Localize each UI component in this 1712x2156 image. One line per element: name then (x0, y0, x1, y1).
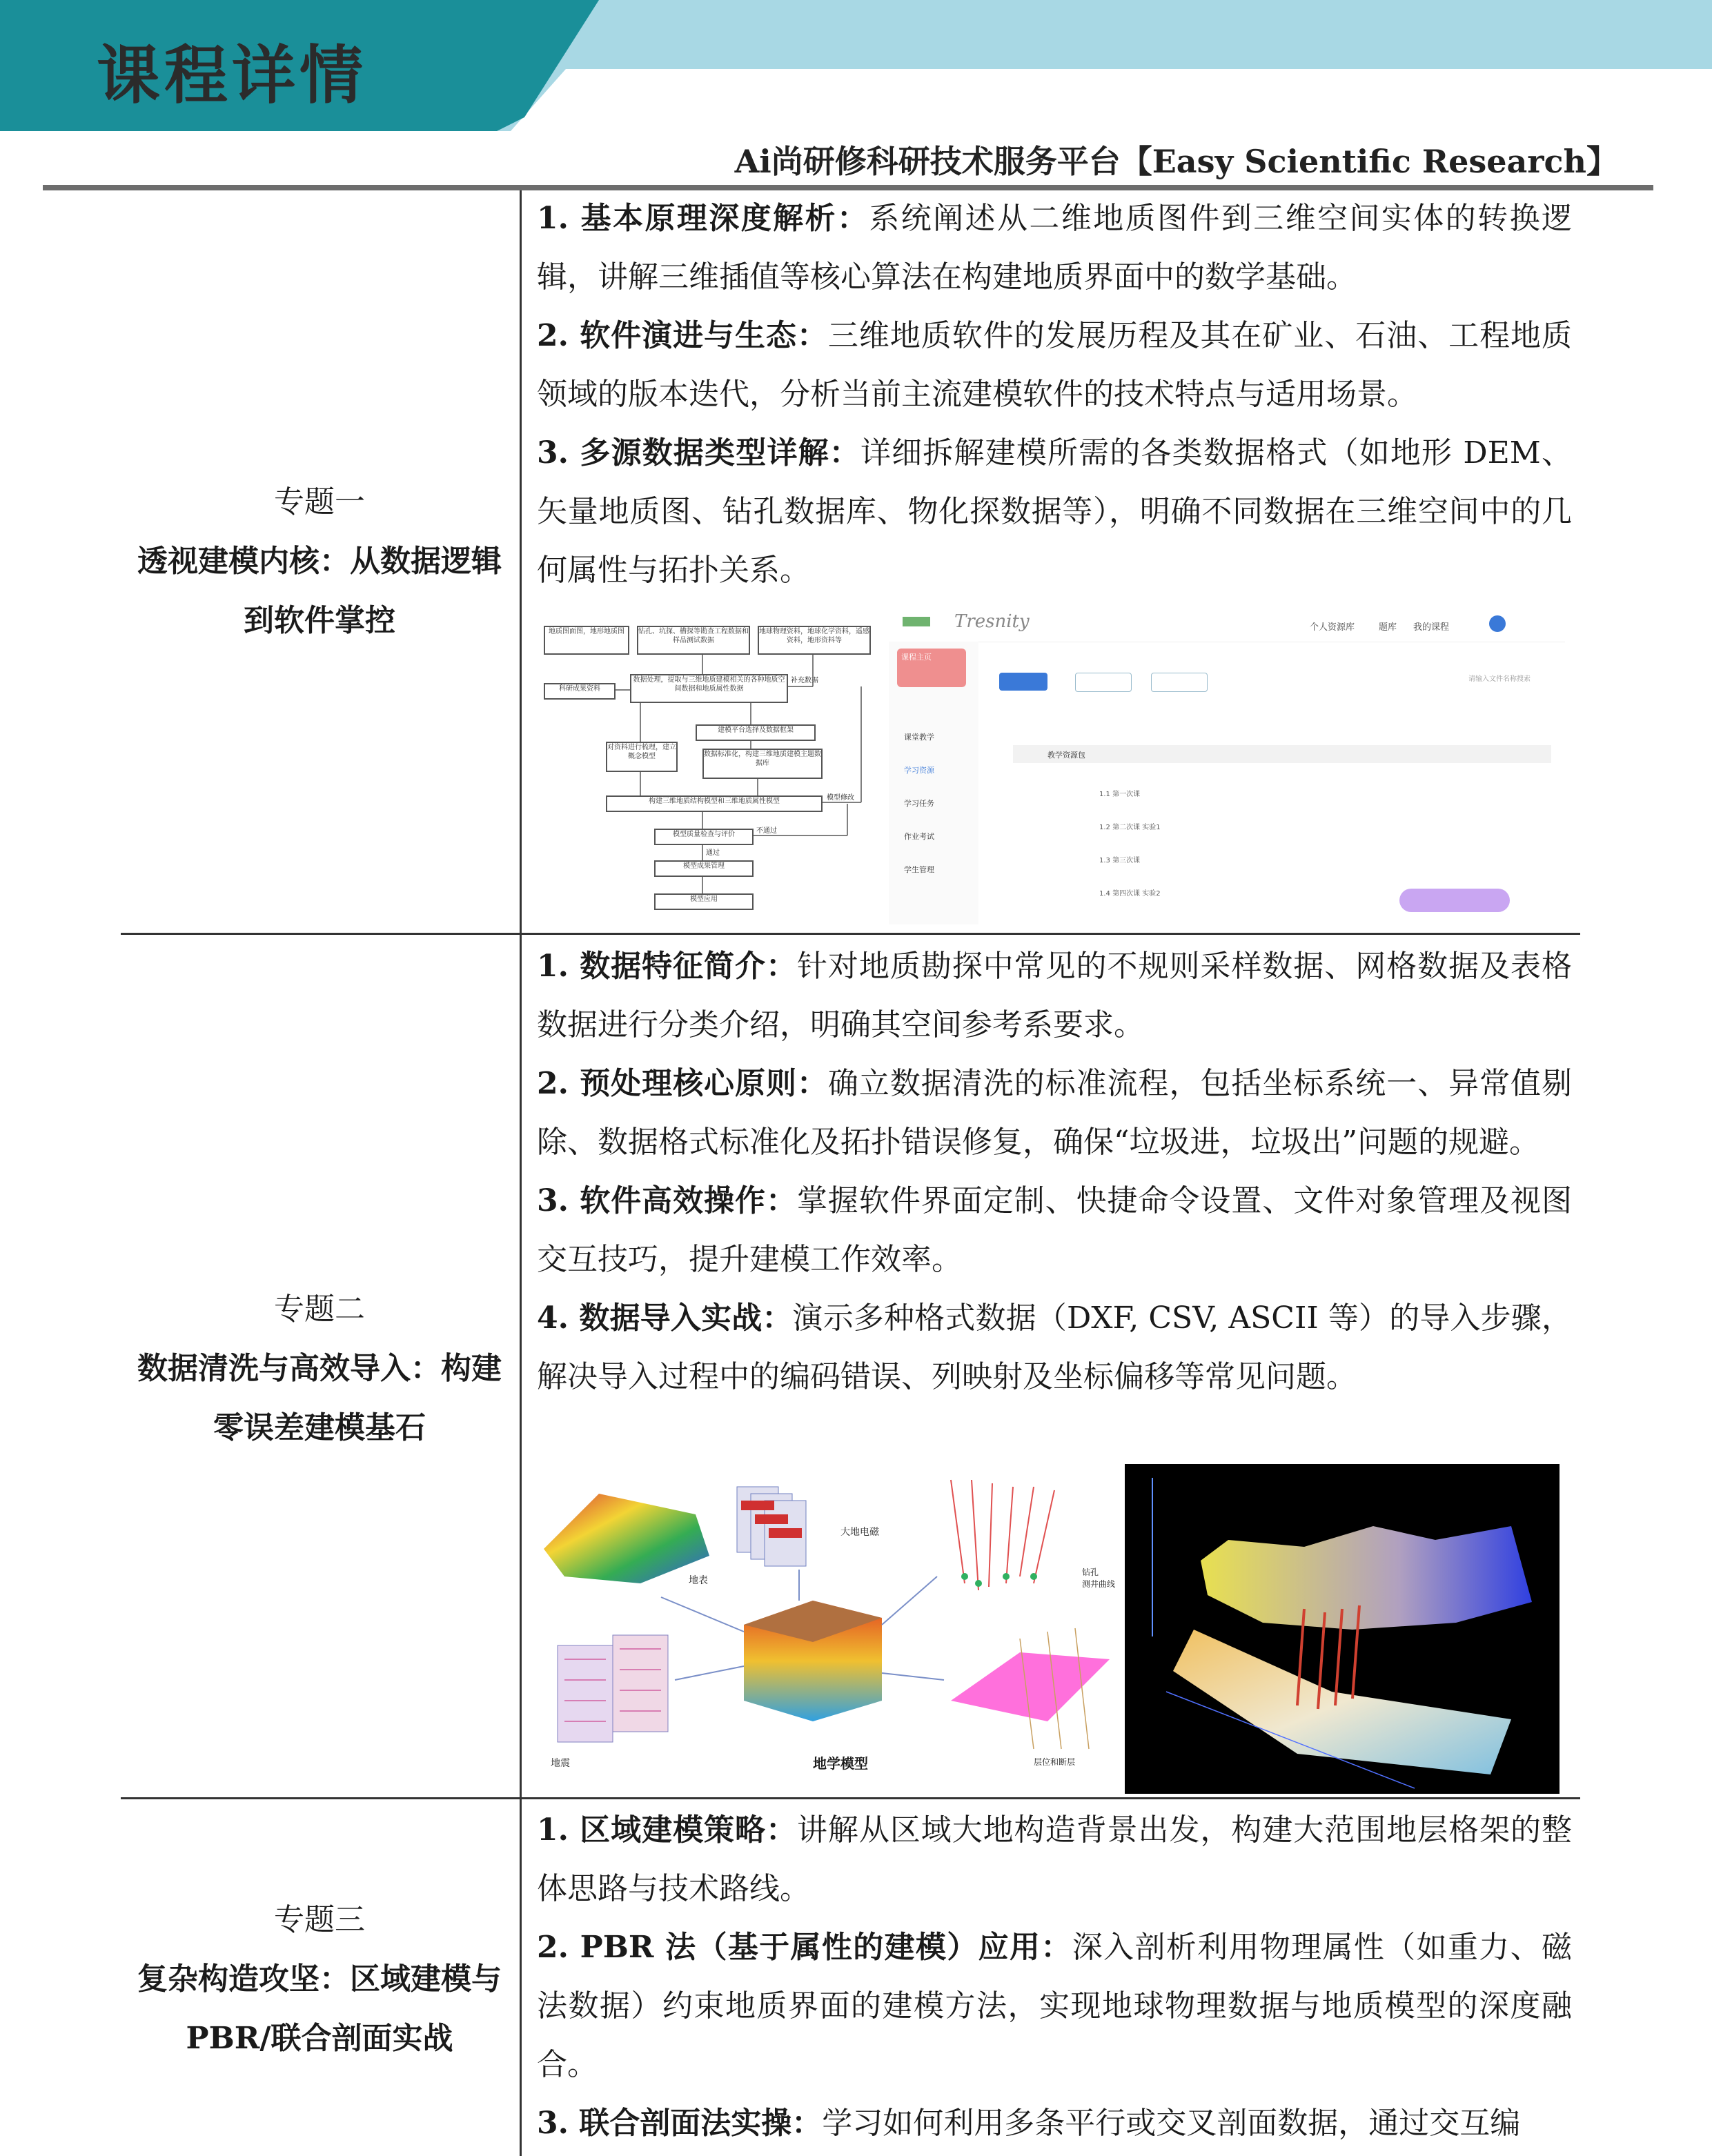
fig-label: 地学模型 (813, 1755, 868, 1772)
lms-tree-item: 1.1 第一次课 (1099, 791, 1141, 798)
content-item: 3. 软件高效操作：掌握软件界面定制、快捷命令设置、文件对象管理及视图交互技巧，提升建模工作效率。 (537, 1183, 1572, 1277)
flow-box: 构建三维地质结构模型和三维地质属性模型 (606, 795, 823, 812)
topic-name: PBR/联合剖面实战 (186, 2021, 453, 2056)
lms-tree-item: 教学资源包 (1047, 751, 1085, 760)
lms-screenshot (889, 607, 1565, 924)
flow-box: 对资料进行梳理，建立概念模型 (606, 742, 678, 772)
content-item: 4. 数据导入实战：演示多种格式数据（DXF, CSV, ASCII 等）的导入步骤，解决导入过程中的编码错误、列映射及坐标偏移等常见问题。 (537, 1300, 1572, 1394)
flow-label: 不通过 (756, 827, 777, 835)
lms-sidebar-item: 作业考试 (904, 832, 934, 841)
topic-2-content (537, 937, 1572, 1406)
lms-logo-icon (903, 617, 930, 626)
lms-tree-item: 1.3 第三次课 (1099, 857, 1141, 864)
flow-box: 模型应用 (654, 893, 754, 910)
lms-header (889, 607, 1565, 642)
fig-label: 地震 (551, 1758, 570, 1769)
3d-render-drawing (1125, 1464, 1560, 1794)
row-divider-2 (121, 1797, 1580, 1799)
lms-sidebar-item: 课堂教学 (904, 733, 934, 742)
lms-sidebar-item: 学习资源 (904, 766, 934, 775)
topic-3-content (537, 1801, 1572, 2153)
lms-nav-item: 题库 (1379, 622, 1397, 633)
lms-nav-item: 我的课程 (1413, 622, 1450, 633)
lms-assistant-bubble (1399, 889, 1510, 912)
lms-sidebar-item: 课程主页 (897, 649, 966, 687)
lms-tree-item: 1.4 第四次课 实验2 (1099, 890, 1161, 898)
3d-model-render (1125, 1464, 1560, 1794)
row-divider-1 (121, 933, 1580, 935)
content-item: 1. 基本原理深度解析：系统阐述从二维地质图件到三维空间实体的转换逻辑，讲解三维插值等核心算法在构建地质界面中的数学基础。 (537, 201, 1572, 295)
topic-label: 专题三 (274, 1902, 365, 1937)
content-item: 3. 联合剖面法实操：学习如何利用多条平行或交叉剖面数据，通过交互编 (537, 2106, 1521, 2141)
flow-box: 模型质量检查与评价 (654, 829, 754, 845)
geo-montage-drawing (537, 1473, 1116, 1794)
content-item: 2. 预处理核心原则：确立数据清洗的标准流程，包括坐标系统一、异常值剔除、数据格式标准化及拓扑错误修复，确保“垃圾进，垃圾出”问题的规避。 (537, 1066, 1572, 1160)
lms-tree-header (1013, 745, 1551, 763)
lms-nav-item: 个人资源库 (1310, 622, 1355, 633)
lms-sidebar-item: 学生管理 (904, 865, 934, 874)
lms-filter-button (1075, 673, 1132, 692)
platform-name: Ai尚研修科研技术服务平台【Easy Scientific Research】 (734, 143, 1618, 180)
flow-arrows (537, 617, 875, 921)
fig-label: 地表 (689, 1575, 708, 1586)
topic-2-title (121, 1280, 518, 1458)
topic-label: 专题一 (274, 484, 365, 520)
lms-tree-item: 1.2 第二次课 实验1 (1099, 824, 1161, 831)
geo-model-montage (537, 1473, 1116, 1794)
topic-1-content (537, 189, 1572, 600)
flow-box: 数据处理，提取与三维地质建模相关的各种地质空间数据和地质属性数据 (630, 674, 788, 703)
lms-brand: Tresnity (954, 611, 1030, 632)
content-item: 2. 软件演进与生态：三维地质软件的发展历程及其在矿业、石油、工程地质领域的版本迭代，分析当前主流建模软件的技术特点与适用场景。 (537, 318, 1572, 412)
flow-box: 钻孔、坑探、槽探等勘查工程数据和样品测试数据 (637, 626, 750, 655)
topic-name: 复杂构造攻坚：区域建模与 (137, 1961, 502, 1997)
fig-label: 钻孔 测井曲线 (1082, 1567, 1116, 1589)
topic-label: 专题二 (274, 1292, 365, 1327)
page-title: 课程详情 (97, 39, 368, 112)
avatar-icon (1489, 615, 1506, 632)
flow-box: 地质图面图，地形地质图 (544, 626, 629, 655)
lms-upload-button (999, 673, 1047, 691)
lms-add-button (1151, 673, 1208, 692)
flow-box: 模型成果管理 (654, 860, 754, 877)
lms-search-input: 请输入文件名称搜索 (1468, 675, 1531, 683)
flow-label: 通过 (706, 849, 720, 857)
topic-name: 数据清洗与高效导入：构建 (137, 1351, 502, 1386)
topic-3-title (121, 1890, 518, 2068)
flow-box: 数据标准化，构建三维地质建模主题数据库 (702, 749, 823, 779)
topic-name: 零误差建模基石 (213, 1410, 426, 1445)
content-item: 1. 区域建模策略：讲解从区域大地构造背景出发，构建大范围地层格架的整体思路与技术路线。 (537, 1812, 1572, 1906)
content-item: 2. PBR 法（基于属性的建模）应用：深入剖析利用物理属性（如重力、磁法数据）约束地质界面的建模方法，实现地球物理数据与地质模型的深度融合。 (537, 1930, 1572, 2082)
flow-box: 科研成果资料 (544, 683, 616, 700)
header-banner (0, 0, 1712, 159)
topic-1-title (121, 473, 518, 651)
topic-name: 到软件掌控 (244, 603, 395, 638)
table-column-divider (520, 190, 522, 2156)
flow-label: 补充数据 (791, 677, 818, 684)
lms-sidebar-item: 学习任务 (904, 799, 934, 808)
fig-label: 层位和断层 (1034, 1757, 1076, 1767)
flow-box: 建模平台选择及数据框架 (696, 724, 816, 741)
topic-name: 透视建模内核：从数据逻辑 (137, 544, 502, 579)
flow-box: 地球物理资料，地球化学资料，遥感资料，地形资料等 (758, 626, 871, 655)
flowchart-figure (537, 617, 875, 921)
content-item: 1. 数据特征简介：针对地质勘探中常见的不规则采样数据、网格数据及表格数据进行分类介绍，明确其空间参考系要求。 (537, 949, 1572, 1042)
content-item: 3. 多源数据类型详解：详细拆解建模所需的各类数据格式（如地形 DEM、矢量地质图、钻孔数据库、物化探数据等），明确不同数据在三维空间中的几何属性与拓扑关系。 (537, 435, 1572, 588)
flow-label: 模型修改 (827, 794, 854, 802)
lms-sidebar (889, 642, 978, 924)
fig-label: 大地电磁 (840, 1527, 879, 1538)
